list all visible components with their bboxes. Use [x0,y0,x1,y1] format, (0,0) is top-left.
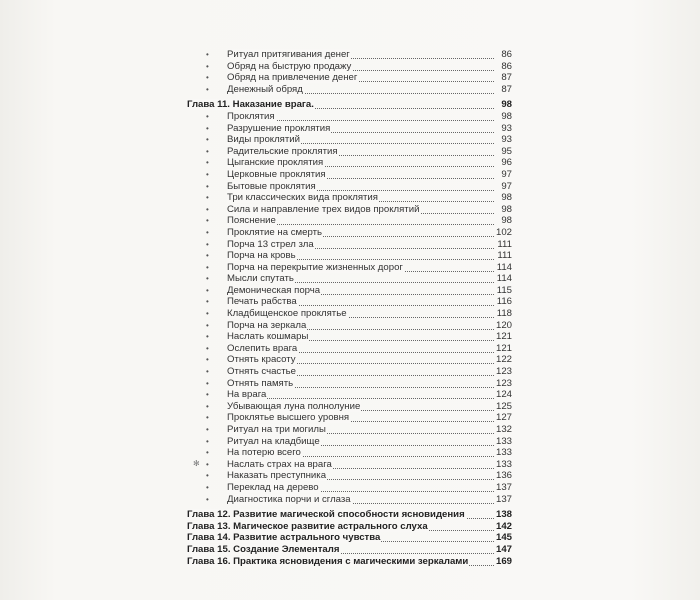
toc-entry [187,169,512,181]
page-number: 98 [494,204,512,216]
chapter-entry [187,99,512,111]
bullet-icon: • [206,204,209,214]
chapter-entry [187,544,512,556]
toc-entry [187,215,512,227]
toc-entry [187,482,512,494]
page-number: 111 [494,239,512,251]
page-number: 122 [495,354,512,366]
toc-entry [187,61,512,73]
bullet-icon: • [206,158,209,168]
bullet-icon: • [206,135,209,145]
toc-entry [187,320,512,332]
bullet-icon: • [206,320,209,330]
toc-entry [187,366,512,378]
page-number: 137 [495,493,512,505]
chapter-entry [187,532,512,544]
entry-title: Переклад на дерево [227,481,319,493]
page-number: 87 [494,84,512,96]
bullet-icon: • [206,459,209,469]
entry-title: Обряд на быструю продажу [227,60,352,72]
entry-title: Порча на кровь [227,250,296,262]
chapter-title: Глава 11. Наказание врага. [187,99,314,111]
toc-entry [187,123,512,135]
entry-title: Цыганские проклятия [227,157,324,169]
entry-title: Ритуал притягивания денег [227,49,350,60]
page-number: 116 [494,296,512,308]
bullet-icon: • [206,436,209,446]
toc-entry [187,239,512,251]
toc-entry [187,49,512,61]
toc-entry [187,273,512,285]
entry-title: Проклятье высшего уровня [227,412,350,424]
bullet-icon: • [206,494,209,504]
page-number: 93 [494,123,512,135]
page-number: 102 [495,226,512,238]
entry-title: Печать рабства [227,296,297,308]
toc-entry [187,296,512,308]
bullet-icon: • [206,169,209,179]
page-number: 114 [494,262,512,274]
page-number: 121 [495,331,512,343]
bullet-icon: • [206,425,209,434]
page-number: 124 [495,389,512,401]
bullet-icon: • [206,73,209,83]
page-number: 115 [494,285,512,297]
page-number: 98 [494,192,512,204]
toc-entry [187,72,512,84]
toc-entry [187,343,512,355]
page-number: 142 [495,520,512,532]
toc-entry [187,494,512,506]
bullet-icon: • [206,227,209,237]
bullet-icon: • [206,367,209,377]
toc-entry [187,134,512,146]
bullet-icon: • [206,274,209,284]
page-number: 118 [494,308,512,320]
chapter-title: Глава 16. Практика ясновидения с магическими зеркалами [187,555,469,567]
entry-title: Обряд на привлечение денег [227,72,358,84]
entry-title: Отнять память [227,377,294,389]
page-number: 123 [495,377,512,389]
toc-entry [187,378,512,390]
bullet-icon: • [206,84,209,94]
entry-title: Наслать страх на врага [227,458,332,470]
toc-entry [187,181,512,193]
bullet-icon: • [206,61,209,71]
entry-title: Отнять красоту [227,354,296,366]
entry-title: Порча на перекрытие жизненных дорог [227,261,403,273]
chapter-title: Глава 12. Развитие магической способности ясновидения [187,509,465,521]
toc-entry [187,285,512,297]
bullet-icon: • [206,262,209,272]
entry-title: Убывающая луна полнолуние [227,400,361,412]
chapter-entry [187,509,512,521]
entry-title: Диагностика порчи и сглаза [227,493,351,505]
page-number: 98 [494,215,512,227]
entry-title: Кладбищенское проклятье [227,308,347,320]
toc-entry [187,401,512,413]
page-number: 121 [495,342,512,354]
bullet-icon: • [206,216,209,226]
toc-entry [187,250,512,262]
bullet-icon: • [206,401,209,411]
bullet-icon: • [206,146,209,156]
toc-entry [187,146,512,158]
entry-title: Проклятие на смерть [227,226,322,238]
entry-title: Наслать кошмары [227,331,309,343]
entry-title: Радительские проклятия [227,145,338,157]
toc-entry [187,459,512,471]
entry-title: На врага [227,389,267,401]
bullet-icon: • [206,413,209,423]
chapter-entry [187,521,512,533]
entry-title: Пояснение [227,215,276,227]
page-number: 169 [495,555,512,567]
bullet-icon: • [206,355,209,365]
entry-title: Мысли спутать [227,273,294,285]
toc-entry [187,389,512,401]
entry-title: Денежный обряд [227,83,303,95]
page-number: 93 [494,134,512,146]
page-number: 125 [495,400,512,412]
toc-entry [187,157,512,169]
bullet-icon: • [206,285,209,295]
toc-entry [187,436,512,448]
entry-title: Церковные проклятия [227,168,326,180]
bullet-icon: • [206,378,209,388]
toc-entry [187,331,512,343]
bullet-icon: • [206,181,209,191]
page-number: 98 [494,99,512,111]
toc-entry [187,447,512,459]
page-number: 133 [495,447,512,459]
bullet-icon: • [206,297,209,307]
page-number: 97 [494,169,512,181]
bullet-icon: • [206,193,209,203]
page-number: 147 [495,543,512,555]
toc-entry [187,424,512,436]
chapter-title: Глава 15. Создание Элементаля [187,543,340,555]
page-number: 123 [495,366,512,378]
toc-entry [187,308,512,320]
entry-title: Проклятия [227,110,275,122]
toc-entry [187,192,512,204]
toc-entry [187,84,512,96]
entry-title: Отнять счастье [227,366,296,378]
toc-entry [187,354,512,366]
page-number: 111 [494,250,512,262]
toc-entry [187,227,512,239]
entry-title: Ослепить врага [227,342,298,354]
page-number: 97 [494,181,512,193]
bullet-icon: • [206,111,209,121]
page-number: 138 [495,509,512,521]
entry-title: Бытовые проклятия [227,180,316,192]
toc-entry [187,412,512,424]
page-number: 127 [495,412,512,424]
entry-title: Порча на зеркала [227,319,307,331]
page-number: 87 [494,72,512,84]
table-of-contents [187,49,512,567]
entry-title: Три классических вида проклятия [227,192,378,204]
page-number: 98 [494,111,512,123]
page-number: 120 [495,319,512,331]
entry-title: На потерю всего [227,447,301,459]
bullet-icon: • [206,309,209,319]
chapter-entry [187,556,512,568]
entry-title: Наказать преступника [227,470,327,482]
chapter-title: Глава 13. Магическое развитие астрального слуха [187,520,428,532]
toc-entry [187,111,512,123]
page-number: 96 [494,157,512,169]
toc-entry [187,470,512,482]
page-number: 86 [494,61,512,73]
bullet-icon: • [206,343,209,353]
stray-print-mark: ✻ [193,459,200,468]
toc-entry [187,262,512,274]
bullet-icon: • [206,482,209,492]
page-number: 86 [494,49,512,61]
page-number: 136 [495,470,512,482]
entry-title: Сила и направление трех видов проклятий [227,203,420,215]
bullet-icon: • [206,50,209,59]
bullet-icon: • [206,123,209,133]
bullet-icon: • [206,471,209,481]
page-number: 145 [495,532,512,544]
entry-title: Порча 13 стрел зла [227,238,314,250]
page-number: 137 [495,481,512,493]
bullet-icon: • [206,332,209,342]
toc-entry [187,204,512,216]
bullet-icon: • [206,251,209,261]
page-number: 114 [494,273,512,285]
entry-title: Ритуал на кладбище [227,435,320,447]
entry-title: Разрушение проклятия [227,122,331,134]
entry-title: Ритуал на три могилы [227,424,326,435]
entry-title: Демоническая порча [227,284,321,296]
page-number: 133 [495,435,512,447]
bullet-icon: • [206,448,209,458]
chapter-title: Глава 14. Развитие астрального чувства [187,532,381,544]
page-number: 95 [494,146,512,158]
bullet-icon: • [206,390,209,400]
page-number: 132 [495,424,512,435]
bullet-icon: • [206,239,209,249]
entry-title: Виды проклятий [227,134,300,146]
page-number: 133 [495,458,512,470]
